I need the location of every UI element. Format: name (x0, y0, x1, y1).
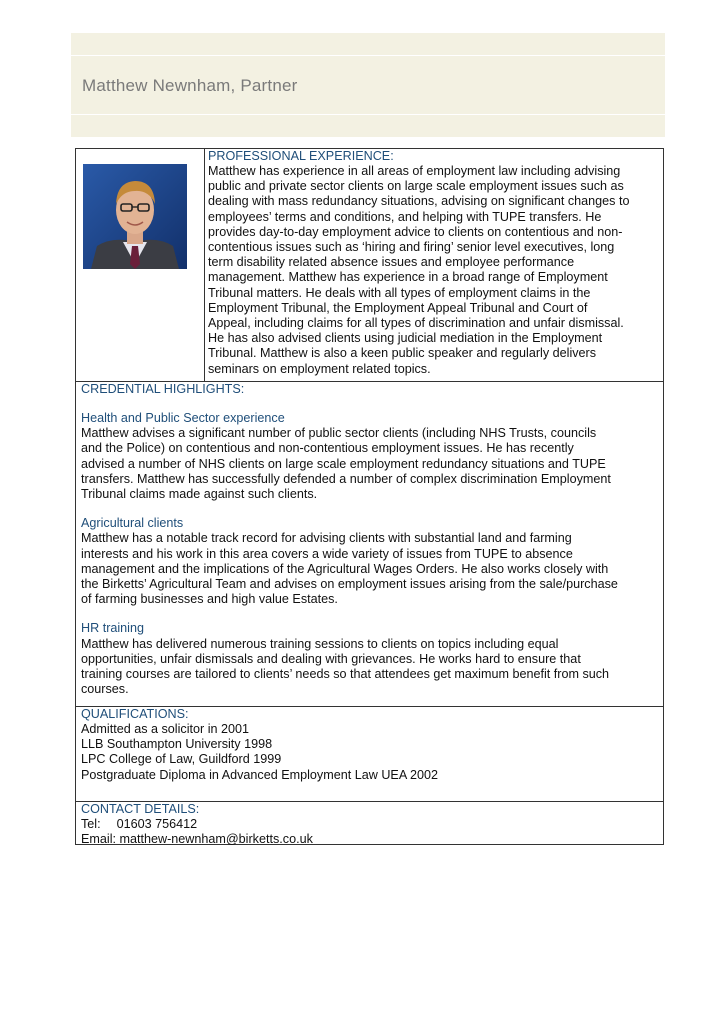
profile-photo (83, 164, 187, 269)
credential-line: Tribunal claims made against such clients. (81, 487, 318, 502)
credential-line: management and the implications of the Agricultural Wages Orders. He also works closely with (81, 561, 609, 576)
credential-block-title: Health and Public Sector experience (81, 411, 285, 425)
credential-line: Matthew has delivered numerous training sessions to clients on topics including equal (81, 636, 559, 651)
professional-experience (208, 149, 660, 377)
qualification-item: Admitted as a solicitor in 2001 (81, 722, 250, 736)
experience-line: management. Matthew has experience in a broad range of Employment (208, 270, 608, 285)
qualification-item: LPC College of Law, Guildford 1999 (81, 752, 282, 767)
contact-details (81, 802, 661, 847)
qualifications (81, 707, 661, 783)
credential-line: interests and his work in this area covers a wide variety of issues from TUPE to absence (81, 546, 573, 561)
tel-value[interactable]: 01603 756412 (116, 817, 198, 831)
experience-line: employees’ terms and conditions, and helping with TUPE transfers. He (208, 209, 602, 224)
experience-line: Matthew has experience in all areas of employment law including advising (208, 164, 621, 178)
credential-line: training courses are tailored to clients’ needs so that attendees get maximum benefit from such (81, 667, 610, 682)
experience-line: Tribunal matters. He deals with all types of employment claims in the (208, 285, 591, 300)
qualifications-heading: QUALIFICATIONS: (81, 707, 189, 721)
credential-line: of farming businesses and high value Estates. (81, 592, 338, 607)
tel-label: Tel: (81, 817, 101, 831)
page-title: Matthew Newnham, Partner (82, 76, 298, 95)
qualification-item: LLB Southampton University 1998 (81, 737, 273, 752)
email-label: Email: (81, 832, 116, 847)
contact-email (81, 832, 661, 847)
cv-table (75, 148, 664, 845)
experience-heading: PROFESSIONAL EXPERIENCE: (208, 149, 394, 163)
experience-line: contentious issues such as ‘hiring and firing’ senior level executives, long (208, 240, 615, 255)
credential-line: and the Police) on contentious and non-contentious employment issues. He has recently (81, 441, 574, 456)
credential-block (81, 516, 661, 621)
experience-line: Employment Tribunal, the Employment Appeal Tribunal and Court of (208, 300, 588, 315)
email-value[interactable]: matthew-newnham@birketts.co.uk (119, 832, 313, 847)
credential-block (81, 411, 661, 516)
credentials-heading: CREDENTIAL HIGHLIGHTS: (81, 382, 245, 396)
credential-line: Matthew has a notable track record for advising clients with substantial land and farming (81, 531, 572, 546)
contact-heading: CONTACT DETAILS: (81, 802, 200, 816)
credential-line: opportunities, unfair dismissals and dealing with grievances. He works hard to ensure that (81, 651, 581, 666)
credential-highlights (81, 382, 661, 697)
credential-line: advised a number of NHS clients on large scale employment redundancy situations and TUPE (81, 456, 606, 471)
credential-line: the Birketts’ Agricultural Team and advises on employment issues arising from the sale/purchase (81, 577, 618, 592)
credential-line: courses. (81, 682, 129, 697)
credential-line: Matthew advises a significant number of public sector clients (including NHS Trusts, councils (81, 426, 597, 441)
experience-line: Tribunal. Matthew is also a keen public speaker and regularly delivers (208, 346, 597, 361)
qualification-item: Postgraduate Diploma in Advanced Employment Law UEA 2002 (81, 767, 439, 782)
experience-line: provides day-to-day employment advice to clients on contentious and non- (208, 224, 623, 239)
credential-line: transfers. Matthew has successfully defended a number of complex discrimination Employment (81, 471, 611, 486)
experience-line: term disability related absence issues and employee performance (208, 255, 575, 270)
credential-block-title: Agricultural clients (81, 516, 184, 531)
credential-block-title: HR training (81, 621, 144, 636)
experience-line: seminars on employment related topics. (208, 361, 431, 376)
experience-line: Appeal, including claims for all types of discrimination and unfair dismissal. (208, 316, 624, 331)
experience-line: public and private sector clients on large scale employment issues such as (208, 179, 624, 194)
credential-block (81, 621, 661, 697)
contact-tel (81, 817, 661, 832)
experience-line: dealing with mass redundancy situations, advising on significant changes to (208, 194, 630, 209)
experience-line: He has also advised clients using judicial mediation in the Employment (208, 331, 603, 346)
